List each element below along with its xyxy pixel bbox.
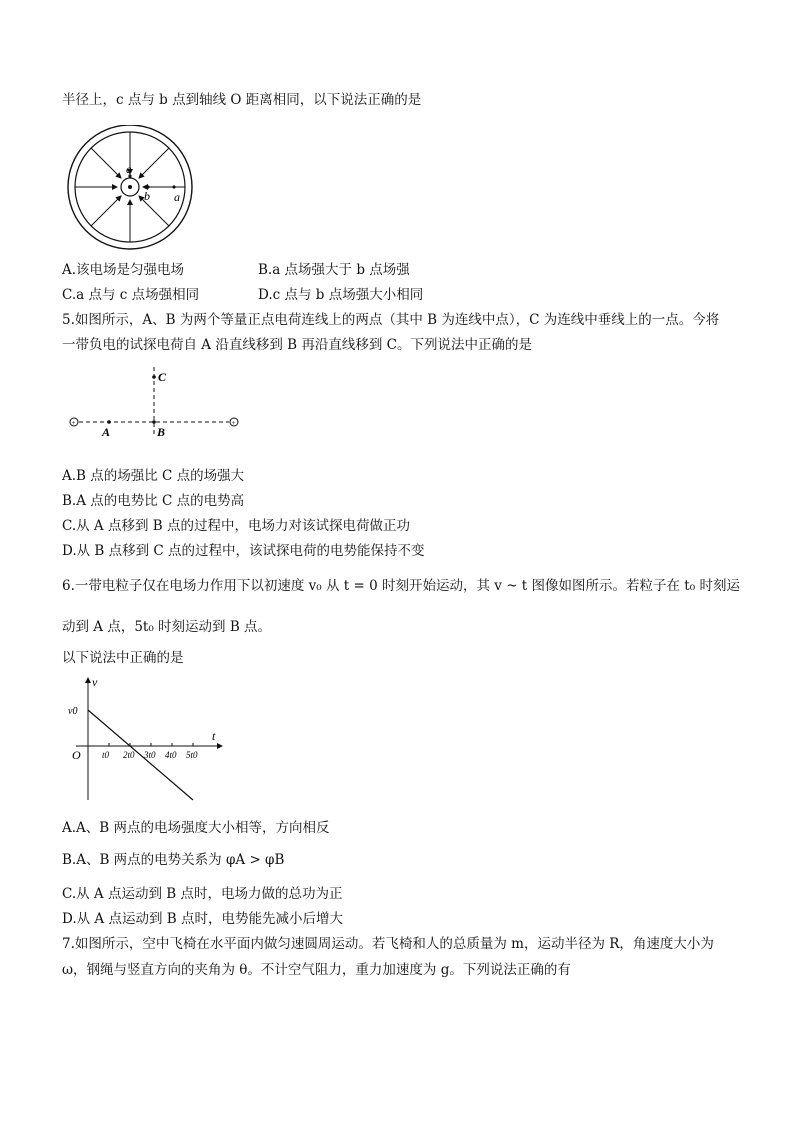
field-line-ne [139,148,169,178]
x-tick-label-1: t0 [102,750,110,760]
charges-diagram [62,362,252,440]
point-A [107,420,111,424]
q6-stem-line3: 以下说法中正确的是 [62,650,184,666]
q6-option-d: D.从 A 点运动到 B 点时，电势能先减小后增大 [62,911,343,927]
q4-stem: 半径上，c 点与 b 点到轴线 O 距离相同，以下说法正确的是 [62,92,422,108]
q6-option-b: B.A、B 两点的电势关系为 φA > φB [62,852,285,868]
vt-graph-figure [62,672,232,804]
label-b: b [144,189,150,203]
label-c: c [126,162,132,176]
y-axis-label: v [92,675,98,689]
radial-field-figure [62,125,198,255]
left-charge-sign: + [71,419,76,427]
q4-option-a: A.该电场是匀强电场 [62,262,185,278]
label-B: B [157,425,166,439]
q6-stem-line1: 6.一带电粒子仅在电场力作用下以初速度 v₀ 从 t = 0 时刻开始运动，其 v ~ t 图像如图所示。若粒子在 t₀ 时刻运 [62,578,740,594]
q4-option-d: D.c 点与 b 点场强大小相同 [258,287,424,303]
radial-field-diagram [62,125,198,255]
q4-option-c: C.a 点与 c 点场强相同 [62,287,200,303]
q5-option-d: D.从 B 点移到 C 点的过程中，该试探电荷的电势能保持不变 [62,543,425,559]
q7-stem-line2: ω，钢绳与竖直方向的夹角为 θ。不计空气阻力，重力加速度为 g。下列说法正确的有 [62,962,571,978]
x-tick-label-2: 2t0 [123,750,135,760]
x-tick-label-3: 3t0 [144,750,156,760]
point-B [152,420,156,424]
x-tick-label-5: 5t0 [186,750,198,760]
q5-option-b: B.A 点的电势比 C 点的电势高 [62,493,245,509]
right-charge-sign: + [231,419,236,427]
central-axis-dot [128,185,132,189]
q5-option-a: A.B 点的场强比 C 点的场强大 [62,468,245,484]
vt-graph [62,672,232,804]
label-C: C [158,370,167,384]
label-a: a [174,190,180,204]
field-line-sw [91,196,121,226]
origin-label: O [72,748,81,762]
q6-option-c: C.从 A 点运动到 B 点时，电场力做的总功为正 [62,886,343,902]
label-A: A [102,425,111,439]
q6-stem-line2: 动到 A 点，5t₀ 时刻运动到 B 点。 [62,619,272,635]
q5-stem-line1: 5.如图所示，A、B 为两个等量正点电荷连线上的两点（其中 B 为连线中点），C 为连线中垂线上的一点。今将 [62,312,720,328]
field-line-nw [91,148,121,178]
x-axis-label: t [212,729,216,743]
q5-stem-line2: 一带负电的试探电荷自 A 沿直线移到 B 再沿直线移到 C。下列说法中正确的是 [62,337,532,353]
point-a [172,185,175,188]
point-C [152,375,156,379]
q6-option-a: A.A、B 两点的电场强度大小相等，方向相反 [62,820,330,836]
charges-figure [62,362,252,440]
y-tick-label-v0: v0 [68,706,78,717]
q7-stem-line1: 7.如图所示，空中飞椅在水平面内做匀速圆周运动。若飞椅和人的总质量为 m，运动半径为 R，角速度大小为 [62,936,714,952]
x-tick-label-4: 4t0 [165,750,177,760]
q5-option-c: C.从 A 点移到 B 点的过程中，电场力对该试探电荷做正功 [62,518,410,534]
q4-option-b: B.a 点场强大于 b 点场强 [258,262,410,278]
